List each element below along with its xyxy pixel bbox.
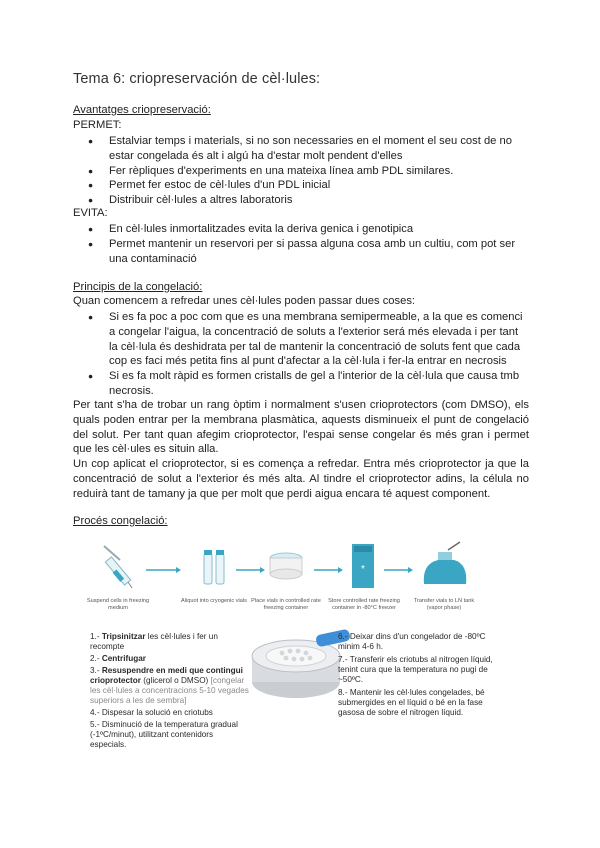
list-item: ● En cèl·lules inmortalitzades evita la deriva genica i genotipica	[87, 222, 529, 237]
freezer-icon	[352, 544, 374, 588]
vials-icon	[204, 550, 224, 584]
advantages-heading: Avantatges criopreservació:	[73, 104, 211, 116]
step-item: 6.- Deixar dins d'un congelador de -80ºC minim 4-6 h.	[338, 632, 486, 651]
evita-label: EVITA:	[73, 207, 108, 219]
diagram-caption: Aliquot into cryogenic vials	[181, 598, 247, 604]
permet-label: PERMET:	[73, 119, 122, 131]
diagram-caption: Suspend cells in freezing medium	[86, 598, 150, 611]
list-item: ● Distribuir cèl·lules a altres laboratoris	[87, 193, 529, 208]
paragraph: Per tant s'ha de trobar un rang òptim i normalment s'usen crioprotectors (com DMSO), els quals poden entrar per la membrana plasmàtica, aquests disminueix el punt de congelació del solut. Per tant quan afegim crioprotector, l'espai sense congelar és més gran i permet que les cèl·ules es situin alla.	[73, 399, 529, 456]
process-heading: Procés congelació:	[73, 515, 168, 527]
step-item: 4.- Dispesar la solució en criotubs	[90, 708, 213, 717]
step-item: 5.- Disminució de la temperatura gradual (-1ºC/minut), utilitzant contenidors especials.	[90, 720, 238, 749]
list-item: ● Estalviar temps i materials, si no son necessaries en el moment el seu cost de no estar congelada és alt i algú ha d'estar molt pendent d'elles	[87, 134, 529, 164]
syringe-icon	[104, 546, 132, 588]
page-title: Tema 6: criopreservación de cèl·lules:	[73, 71, 321, 87]
diagram-caption: Transfer vials to LN tank (vapor phase)	[413, 598, 475, 611]
step-item: 3.- Resuspendre en medi que contingui crioprotector (glicerol o DMSO) [congelar les cèl·lules a concentracions 5-10 vegades superiors a les de sembra]	[90, 666, 249, 705]
list-item: ● Fer rèpliques d'experiments en una mateixa línea amb PDL similares.	[87, 164, 529, 179]
list-item: ● Permet fer estoc de cèl·lules d'un PDL inicial	[87, 178, 529, 193]
permet-list	[87, 134, 529, 208]
evita-list	[87, 222, 529, 266]
process-figure	[86, 540, 526, 802]
step-item: 1.- Tripsinitzar les cèl·lules i fer un recompte	[90, 632, 218, 651]
principles-list	[87, 310, 529, 399]
principles-intro: Quan comencem a refredar unes cèl·lules poden passar dues coses:	[73, 295, 416, 307]
paragraph: Un cop aplicat el crioprotector, si es comença a refredar. Entra més crioprotector ja que la concentració de solut a l'exterior és més alta. Al tindre el crioprotector adins, la célula no reduirà tant de tamany ja que per molt que perdi aigua encara té aquest component.	[73, 458, 529, 500]
diagram-caption: Store controlled rate freezing container in -80°C freezer	[328, 598, 400, 611]
list-item: ● Si es fa poc a poc com que es una membrana semipermeable, a la que es comenci a congelar l'aigua, la concentració de soluts a l'exterior será més elevada i per tant la cèl·lula és deshidrata per tal de mantenir la concentració de soluts fent que cada cop es faci més petita fins al punt d'afectar a la cèl·lula i fer-la entrar en necrosis	[87, 310, 529, 369]
ln-tank-icon	[424, 542, 466, 584]
diagram-caption: Place vials in controlled rate freezing container	[251, 598, 321, 611]
step-item: 7.- Transferir els criotubs al nitrogen líquid, tenint cura que la temperatura no pugi de ~50ºC.	[338, 655, 493, 684]
svg-text:*: *	[361, 564, 365, 575]
list-item: ● Si es fa molt ràpid es formen cristalls de gel a l'interior de la cèl·lula que causa tmb necrosis.	[87, 369, 529, 399]
freezing-container-icon	[270, 553, 302, 579]
process-diagram	[86, 540, 526, 630]
principles-heading: Principis de la congelació:	[73, 281, 203, 293]
step-item: 2.- Centrifugar	[90, 654, 146, 663]
steps-right	[338, 632, 494, 718]
list-item: ● Permet mantenir un reservori per si passa alguna cosa amb un cultiu, com pot ser una contaminació	[87, 237, 529, 267]
step-item: 8.- Mantenir les cèl·lules congelades, bé submergides en el líquid o bé en la fase gasosa de sobre el nitrogen líquid.	[338, 688, 485, 717]
steps-left	[90, 632, 250, 750]
